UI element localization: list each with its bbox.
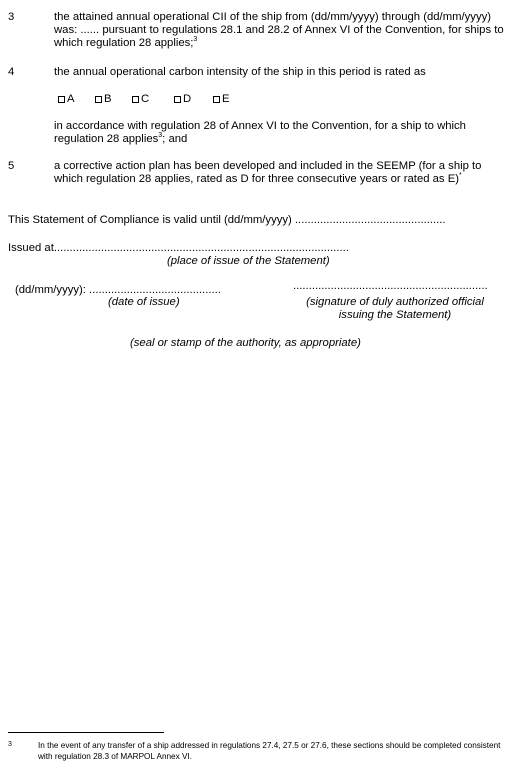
rating-checkboxes <box>58 93 298 107</box>
item-number-3: 3 <box>8 11 15 23</box>
footnote-number: 3 <box>8 741 12 748</box>
footnote-ref[interactable]: * <box>459 172 462 179</box>
validity-statement: This Statement of Compliance is valid until (dd/mm/yyyy) ................................................ <box>8 214 446 226</box>
rating-option-b[interactable]: B <box>95 93 112 106</box>
footnote-ref[interactable]: 3 <box>193 36 198 43</box>
checkbox-icon[interactable] <box>132 96 139 103</box>
item-4-text: the annual operational carbon intensity of the ship in this period is rated as <box>54 66 426 78</box>
place-of-issue-caption: (place of issue of the Statement) <box>167 255 330 267</box>
footnote-divider <box>8 732 164 733</box>
signature-line[interactable]: .............................................................. <box>293 280 488 292</box>
signature-caption: (signature of duly authorized official issuing the Statement) <box>306 296 484 321</box>
rating-option-e[interactable]: E <box>213 93 230 106</box>
item-5-text: a corrective action plan has been developed and included in the SEEMP (for a ship to which regulation 28 applies, rated as D for three consecutive years or rated as E)* <box>54 160 482 185</box>
item-number-5: 5 <box>8 160 15 172</box>
footnote-ref[interactable]: 3 <box>158 132 163 139</box>
checkbox-icon[interactable] <box>213 96 220 103</box>
date-of-issue-caption: (date of issue) <box>108 296 180 308</box>
seal-caption: (seal or stamp of the authority, as appropriate) <box>130 337 361 349</box>
issued-at-field[interactable]: Issued at.............................................................................................. <box>8 242 349 254</box>
item-3-text: the attained annual operational CII of the ship from (dd/mm/yyyy) through (dd/mm/yyyy) was: ...... pursuant to regulations 28.1 and 28.2 of Annex VI of the Convention, for ships to which regulation 28 applies;$^3$ <box>54 11 504 49</box>
checkbox-icon[interactable] <box>95 96 102 103</box>
item-number-4: 4 <box>8 66 15 78</box>
checkbox-icon[interactable] <box>174 96 181 103</box>
item-4-continuation: in accordance with regulation 28 of Annex VI to the Convention, for a ship to which regulation 28 applies$^3$; and <box>54 120 466 145</box>
rating-option-a[interactable]: A <box>58 93 75 106</box>
date-field[interactable]: (dd/mm/yyyy): .......................................... <box>15 284 221 296</box>
rating-option-c[interactable]: C <box>132 93 149 106</box>
footnote-text: In the event of any transfer of a ship addressed in regulations 27.4, 27.5 or 27.6, these sections should be completed consistent with regulation 28.3 of MARPOL Annex VI. <box>38 741 501 761</box>
rating-option-d[interactable]: D <box>174 93 191 106</box>
checkbox-icon[interactable] <box>58 96 65 103</box>
